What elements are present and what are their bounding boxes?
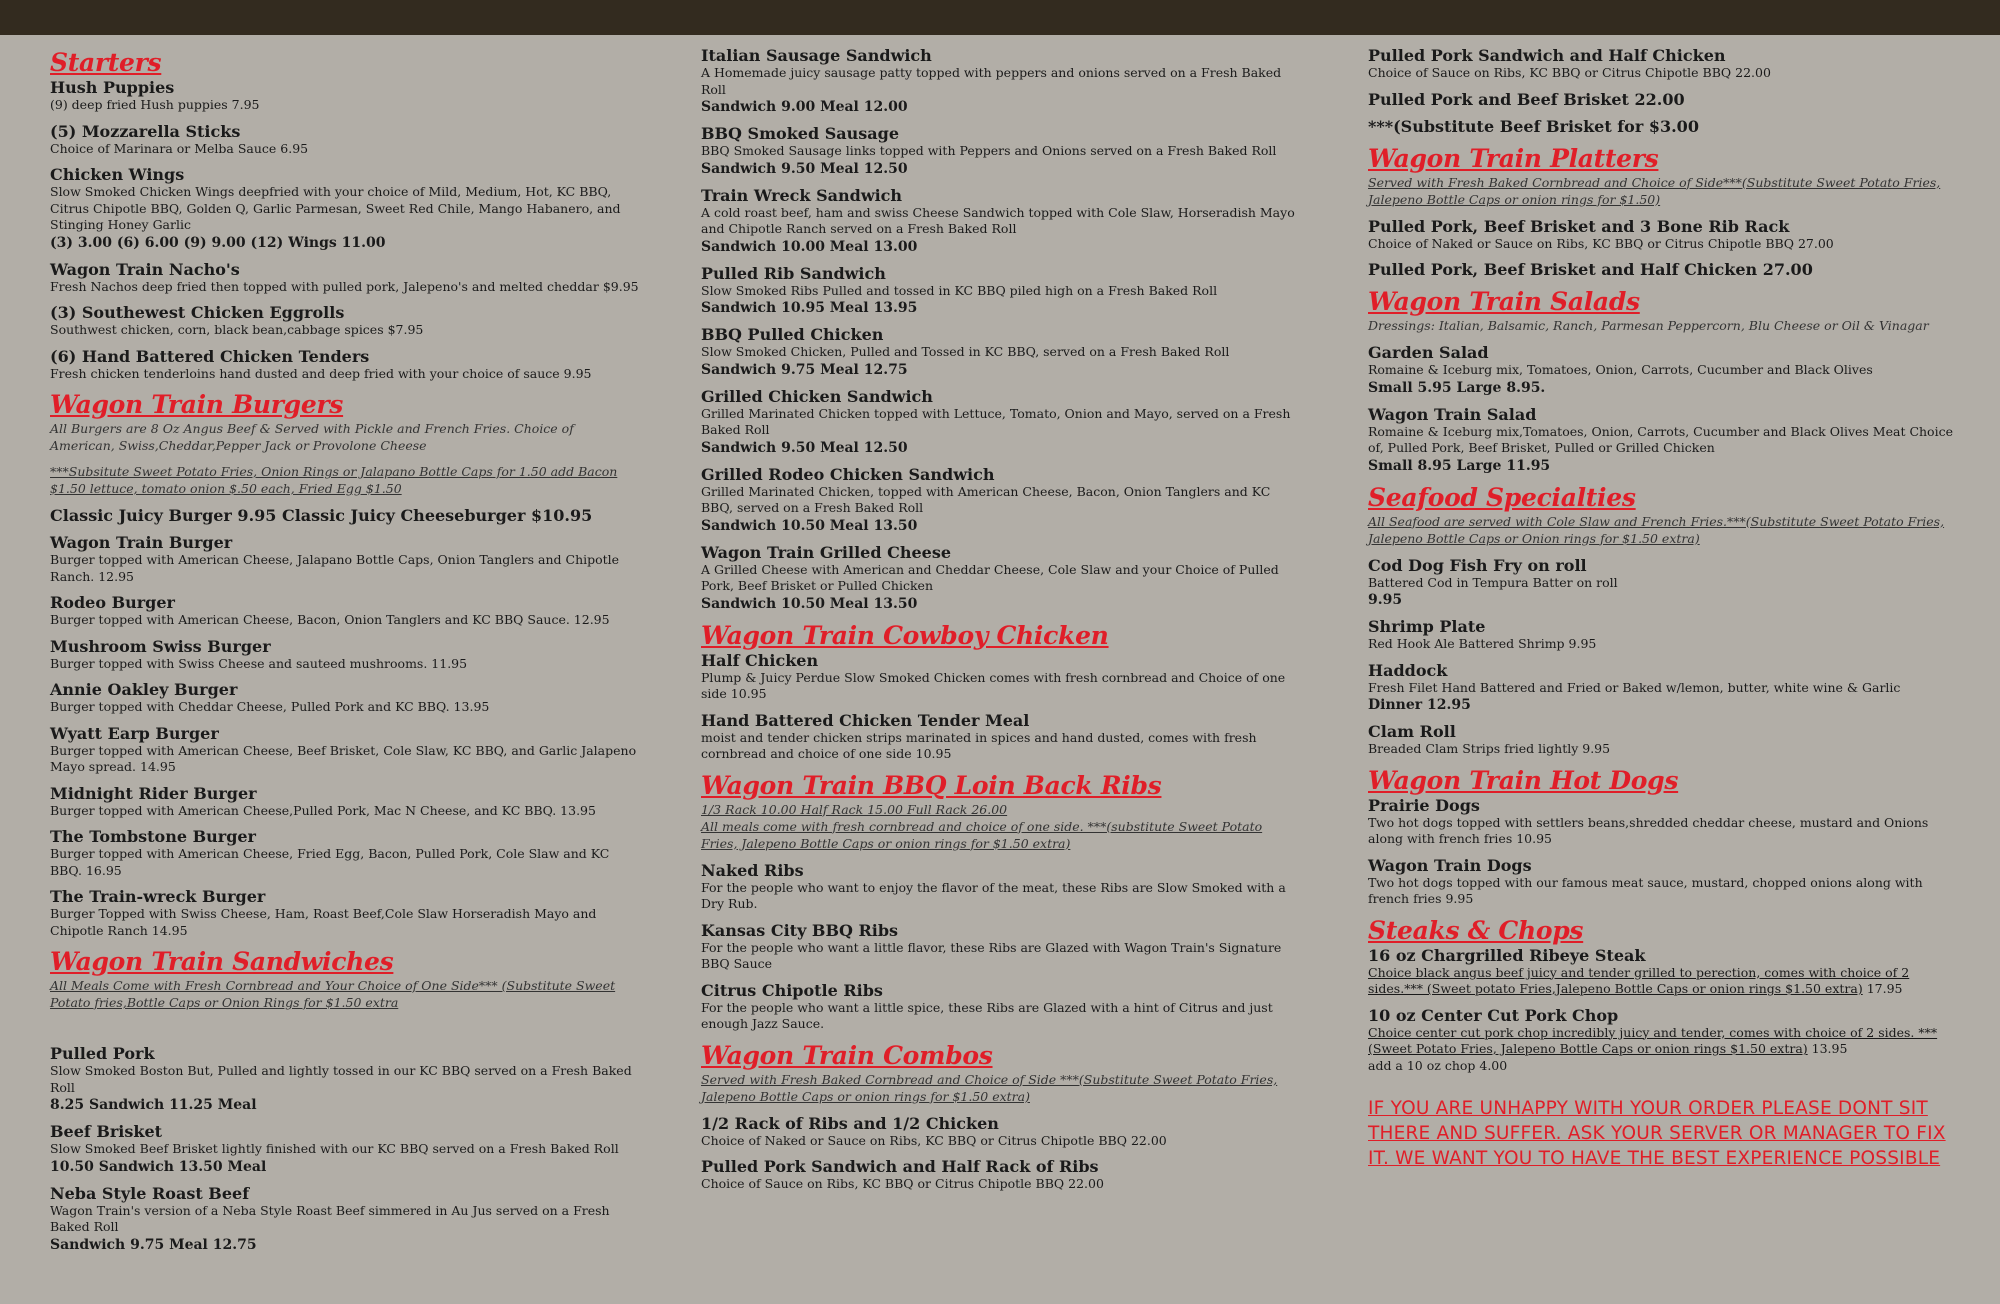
menu-item xyxy=(701,651,1301,703)
item-description: Choice of Marinara or Melba Sauce 6.95 xyxy=(50,140,309,156)
menu-item xyxy=(701,465,1301,535)
item-price: Sandwich 10.50 Meal 13.50 xyxy=(701,517,918,534)
item-description: Burger topped with American Cheese, Jalapano Bottle Caps, Onion Tanglers and Chipotle Ranch. 12.95 xyxy=(50,552,620,584)
item-description: For the people who want to enjoy the flavor of the meat, these Ribs are Slow Smoked with a Dry Rub. xyxy=(701,879,1286,911)
item-description: Burger Topped with Swiss Cheese, Ham, Roast Beef,Cole Slaw Horseradish Mayo and Chipotle Ranch 14.95 xyxy=(50,906,597,938)
section-note: All Burgers are 8 Oz Angus Beef & Served with Pickle and French Fries. Choice of American, Swiss,Cheddar,Pepper Jack or Provolone Cheese xyxy=(50,421,574,453)
item-name: Pulled Pork xyxy=(50,1044,155,1063)
item-name: Shrimp Plate xyxy=(1368,617,1486,636)
item-price: Sandwich 9.75 Meal 12.75 xyxy=(50,1236,257,1253)
menu-column-right-body xyxy=(1368,46,1963,1074)
menu-item xyxy=(50,784,640,820)
item-description: Breaded Clam Strips fried lightly 9.95 xyxy=(1368,741,1611,756)
item-name: (3) Southewest Chicken Eggrolls xyxy=(50,303,345,322)
menu-item xyxy=(50,680,640,716)
menu-item xyxy=(50,593,640,629)
item-name: 1/2 Rack of Ribs and 1/2 Chicken xyxy=(701,1113,999,1133)
menu-section xyxy=(1368,287,1963,475)
item-description: Choice of Naked or Sauce on Ribs, KC BBQ or Citrus Chipotle BBQ 22.00 xyxy=(701,1132,1167,1148)
menu-section xyxy=(701,621,1301,763)
item-description: Wagon Train's version of a Neba Style Roast Beef simmered in Au Jus served on a Fresh Baked Roll xyxy=(50,1202,610,1234)
item-description: Two hot dogs topped with settlers beans,shredded cheddar cheese, mustard and Onions along with french fries 10.95 xyxy=(1368,814,1929,846)
item-price: Sandwich 10.00 Meal 13.00 xyxy=(701,238,918,255)
item-name: Haddock xyxy=(1368,660,1448,680)
item-price: Sandwich 10.50 Meal 13.50 xyxy=(701,595,918,612)
item-name: Citrus Chipotle Ribs xyxy=(701,980,883,1000)
menu-item xyxy=(1368,661,1963,715)
menu-item xyxy=(50,724,640,776)
menu-item xyxy=(50,637,640,673)
item-name: 10 oz Center Cut Pork Chop xyxy=(1368,1005,1619,1025)
menu-item xyxy=(50,347,640,383)
menu-item xyxy=(1368,946,1963,998)
menu-item xyxy=(701,124,1301,178)
section-note: Dressings: Italian, Balsamic, Ranch, Parmesan Peppercorn, Blu Cheese or Oil & Vinagar xyxy=(1368,318,1929,333)
item-name: Wyatt Earp Burger xyxy=(50,723,219,743)
item-name: Train Wreck Sandwich xyxy=(701,185,903,205)
menu-item xyxy=(701,387,1301,457)
item-name: Wagon Train Burger xyxy=(50,533,233,552)
menu-item xyxy=(1368,90,1963,109)
section-note: ***Subsitute Sweet Potato Fries, Onion Rings or Jalapano Bottle Caps for 1.50 add Bacon $1.50 lettuce, tomato onion $.50 each, Fried Egg $1.50 xyxy=(50,464,618,496)
menu-item xyxy=(50,78,640,114)
item-price: 8.25 Sandwich 11.25 Meal xyxy=(50,1097,257,1113)
menu-item xyxy=(701,1114,1301,1150)
item-price: Small 8.95 Large 11.95 xyxy=(1368,457,1551,474)
item-extra: add a 10 oz chop 4.00 xyxy=(1368,1057,1508,1073)
item-description: Burger topped with American Cheese, Fried Egg, Bacon, Pulled Pork, Cole Slaw and KC BBQ. 16.95 xyxy=(50,846,610,878)
item-name: Pulled Pork Sandwich and Half Chicken xyxy=(1368,46,1726,65)
item-name: Pulled Pork and Beef Brisket 22.00 xyxy=(1368,89,1685,109)
item-description: Red Hook Ale Battered Shrimp 9.95 xyxy=(1368,636,1597,651)
section-note: All Meals Come with Fresh Cornbread and Your Choice of One Side*** (Substitute Sweet Potato fries,Bottle Caps or Onion Rings for $1.50 extra xyxy=(50,978,616,1010)
item-description: A Grilled Cheese with American and Cheddar Cheese, Cole Slaw and your Choice of Pulled Pork, Beef Brisket or Pulled Chicken xyxy=(701,561,1279,593)
menu-item xyxy=(1368,796,1963,848)
item-description: Slow Smoked Ribs Pulled and tossed in KC BBQ piled high on a Fresh Baked Roll xyxy=(701,282,1218,298)
item-description: Romaine & Iceburg mix, Tomatoes, Onion, Carrots, Cucumber and Black Olives xyxy=(1368,362,1873,377)
item-description: (9) deep fried Hush puppies 7.95 xyxy=(50,97,260,112)
item-name: Wagon Train Salad xyxy=(1368,404,1537,424)
item-name: Midnight Rider Burger xyxy=(50,783,257,803)
item-name: Cod Dog Fish Fry on roll xyxy=(1368,555,1587,575)
item-name: Pulled Pork Sandwich and Half Rack of Ribs xyxy=(701,1157,1099,1176)
item-name: Classic Juicy Burger 9.95 Classic Juicy Cheeseburger $10.95 xyxy=(50,506,593,525)
item-name: Wagon Train Nacho's xyxy=(50,259,240,279)
item-price: Sandwich 9.50 Meal 12.50 xyxy=(701,160,908,177)
item-name: Pulled Pork, Beef Brisket and 3 Bone Rib Rack xyxy=(1368,216,1790,236)
menu-section xyxy=(1368,916,1963,1075)
menu-item xyxy=(701,921,1301,973)
item-description: Burger topped with Swiss Cheese and sauteed mushrooms. 11.95 xyxy=(50,655,468,671)
item-name: Naked Ribs xyxy=(701,860,804,880)
item-description: Burger topped with Cheddar Cheese, Pulled Pork and KC BBQ. 13.95 xyxy=(50,699,490,714)
item-description: Choice of Sauce on Ribs, KC BBQ or Citrus Chipotle BBQ 22.00 xyxy=(1368,65,1771,80)
item-price: Sandwich 10.95 Meal 13.95 xyxy=(701,300,918,316)
item-name: Pulled Rib Sandwich xyxy=(701,263,886,283)
item-description: A Homemade juicy sausage patty topped with peppers and onions served on a Fresh Baked Roll xyxy=(701,65,1282,97)
item-name: 16 oz Chargrilled Ribeye Steak xyxy=(1368,945,1646,965)
section-title: Wagon Train Platters xyxy=(1368,143,1659,173)
item-name: Mushroom Swiss Burger xyxy=(50,636,271,656)
item-name: ***(Substitute Beef Brisket for $3.00 xyxy=(1368,116,1699,136)
item-description: Southwest chicken, corn, black bean,cabbage spices $7.95 xyxy=(50,322,424,337)
item-description: Burger topped with American Cheese, Bacon, Onion Tanglers and KC BBQ Sauce. 12.95 xyxy=(50,612,610,627)
item-name: Pulled Pork, Beef Brisket and Half Chicken 27.00 xyxy=(1368,260,1813,279)
menu-column-middle xyxy=(701,46,1301,1201)
item-description: Fresh Filet Hand Battered and Fried or Baked w/lemon, butter, white wine & Garlic xyxy=(1368,679,1901,695)
menu-column-left xyxy=(50,46,640,1262)
section-note: Served with Fresh Baked Cornbread and Choice of Side***(Substitute Sweet Potato Fries, Jalepeno Bottle Caps or onion rings for $1.50) xyxy=(1368,174,1941,207)
menu-item xyxy=(50,122,640,158)
section-title: Wagon Train Cowboy Chicken xyxy=(701,620,1109,650)
menu-item xyxy=(50,887,640,939)
item-description: moist and tender chicken strips marinated in spices and hand dusted, comes with fresh cornbread and choice of one side 10.95 xyxy=(701,729,1257,761)
menu-item xyxy=(701,46,1301,116)
section-note: Served with Fresh Baked Cornbread and Choice of Side ***(Substitute Sweet Potato Fries, Jalepeno Bottle Caps or onion rings for $1.50 extra) xyxy=(701,1071,1278,1104)
item-description xyxy=(1368,1025,1963,1058)
section-note: All Seafood are served with Cole Slaw and French Fries.***(Substitute Sweet Potato Fries, Jalepeno Bottle Caps or Onion rings for $1.50 extra) xyxy=(1368,513,1945,546)
section-title: Seafood Specialties xyxy=(1368,482,1636,512)
item-name: Beef Brisket xyxy=(50,1122,163,1141)
menu-item xyxy=(701,1157,1301,1193)
item-name: The Train-wreck Burger xyxy=(50,887,266,906)
section-title: Wagon Train Salads xyxy=(1368,287,1640,316)
item-description: Choice of Naked or Sauce on Ribs, KC BBQ or Citrus Chipotle BBQ 27.00 xyxy=(1368,235,1834,251)
item-name: Half Chicken xyxy=(701,650,819,670)
item-description: Grilled Marinated Chicken, topped with American Cheese, Bacon, Onion Tanglers and KC BBQ, served on a Fresh Baked Roll xyxy=(701,483,1271,515)
menu-item xyxy=(50,506,640,525)
menu-item xyxy=(50,827,640,879)
item-name: Rodeo Burger xyxy=(50,593,175,612)
menu-section xyxy=(50,48,640,382)
item-description: Burger topped with American Cheese, Beef Brisket, Cole Slaw, KC BBQ, and Garlic Jalapeno Mayo spread. 14.95 xyxy=(50,742,637,774)
item-name: Neba Style Roast Beef xyxy=(50,1183,250,1203)
menu-item xyxy=(1368,46,1963,82)
section-note: 1/3 Rack 10.00 Half Rack 15.00 Full Rack 26.00 xyxy=(701,801,1008,817)
menu-item xyxy=(1368,1006,1963,1075)
item-name: Prairie Dogs xyxy=(1368,795,1480,815)
menu-column-right xyxy=(1368,46,1963,1171)
menu-item xyxy=(701,264,1301,318)
menu-item xyxy=(1368,260,1963,279)
item-name: Italian Sausage Sandwich xyxy=(701,46,932,65)
item-name: Clam Roll xyxy=(1368,722,1456,741)
menu-item xyxy=(701,981,1301,1033)
item-name: Hand Battered Chicken Tender Meal xyxy=(701,710,1030,730)
item-name: The Tombstone Burger xyxy=(50,827,256,846)
item-name: Hush Puppies xyxy=(50,78,175,97)
item-price: 13.95 xyxy=(1811,1041,1848,1056)
item-description: Burger topped with American Cheese,Pulled Pork, Mac N Cheese, and KC BBQ. 13.95 xyxy=(50,802,596,818)
menu-section xyxy=(701,1041,1301,1193)
customer-notice: IF YOU ARE UNHAPPY WITH YOUR ORDER PLEASE DONT SIT THERE AND SUFFER. ASK YOUR SERVER OR MANAGER TO FIX IT. WE WANT YOU TO HAVE THE BEST EXPERIENCE POSSIBLE xyxy=(1368,1098,1946,1169)
menu-item xyxy=(50,1184,640,1254)
section-title: Starters xyxy=(50,48,162,77)
menu-item xyxy=(50,533,640,585)
item-name: BBQ Pulled Chicken xyxy=(701,325,884,344)
item-description: Slow Smoked Beef Brisket lightly finished with our KC BBQ served on a Fresh Baked Roll xyxy=(50,1141,619,1156)
menu-section xyxy=(50,947,640,1254)
item-description xyxy=(1368,965,1963,998)
item-description: Romaine & Iceburg mix,Tomatoes, Onion, Carrots, Cucumber and Black Olives Meat Choice of, Pulled Pork, Beef Brisket, Pulled or Grilled Chicken xyxy=(1368,423,1953,455)
item-name: (5) Mozzarella Sticks xyxy=(50,121,241,141)
section-title: Wagon Train Sandwiches xyxy=(50,947,394,976)
section-title: Wagon Train BBQ Loin Back Ribs xyxy=(701,770,1162,800)
item-description: Slow Smoked Chicken Wings deepfried with your choice of Mild, Medium, Hot, KC BBQ, Citrus Chipotle BBQ, Golden Q, Garlic Parmesan, Sweet Red Chile, Mango Habanero, and Stinging Honey Garlic xyxy=(50,184,621,232)
item-description: For the people who want a little spice, these Ribs are Glazed with a hint of Citrus and just enough Jazz Sauce. xyxy=(701,999,1273,1031)
item-name: (6) Hand Battered Chicken Tenders xyxy=(50,346,370,366)
menu-item xyxy=(1368,556,1963,610)
menu-section xyxy=(1368,483,1963,758)
item-name: Kansas City BBQ Ribs xyxy=(701,920,899,940)
item-name: Wagon Train Grilled Cheese xyxy=(701,542,952,562)
menu-section xyxy=(1368,46,1963,136)
menu-item xyxy=(50,1044,640,1114)
item-price: (3) 3.00 (6) 6.00 (9) 9.00 (12) Wings 11.00 xyxy=(50,234,386,251)
menu-section xyxy=(1368,144,1963,280)
menu-item xyxy=(50,303,640,339)
item-price: Small 5.95 Large 8.95. xyxy=(1368,379,1546,396)
item-price: 17.95 xyxy=(1866,981,1903,996)
menu-item xyxy=(50,260,640,296)
item-description: Slow Smoked Boston But, Pulled and lightly tossed in our KC BBQ served on a Fresh Baked Roll xyxy=(50,1063,632,1095)
section-spacer xyxy=(50,1020,640,1044)
menu-item xyxy=(1368,343,1963,397)
item-name: BBQ Smoked Sausage xyxy=(701,124,900,143)
section-title: Wagon Train Hot Dogs xyxy=(1368,765,1679,795)
item-description: Fresh chicken tenderloins hand dusted and deep fried with your choice of sauce 9.95 xyxy=(50,365,592,381)
item-description: Battered Cod in Tempura Batter on roll xyxy=(1368,574,1618,590)
item-price: 10.50 Sandwich 13.50 Meal xyxy=(50,1158,267,1175)
menu-section xyxy=(50,390,640,939)
item-name: Annie Oakley Burger xyxy=(50,680,238,699)
item-description: Plump & Juicy Perdue Slow Smoked Chicken comes with fresh cornbread and Choice of one side 10.95 xyxy=(701,669,1286,701)
menu-section xyxy=(1368,766,1963,908)
menu-item xyxy=(1368,722,1963,758)
item-name: Chicken Wings xyxy=(50,165,185,184)
item-description: A cold roast beef, ham and swiss Cheese Sandwich topped with Cole Slaw, Horseradish Mayo and Chipotle Ranch served on a Fresh Baked Roll xyxy=(701,204,1295,236)
item-price: 9.95 xyxy=(1368,592,1403,608)
top-bar xyxy=(0,0,2000,35)
menu-item xyxy=(1368,117,1963,136)
item-price: Sandwich 9.50 Meal 12.50 xyxy=(701,439,908,456)
menu-section xyxy=(701,771,1301,1033)
item-name: Grilled Rodeo Chicken Sandwich xyxy=(701,464,995,484)
item-name: Wagon Train Dogs xyxy=(1368,855,1532,875)
section-title: Wagon Train Combos xyxy=(701,1040,993,1070)
item-description-text: Choice black angus beef juicy and tender grilled to perection, comes with choice of 2 sides.*** (Sweet potato Fries,Jalepeno Bottle Caps or onion rings $1.50 extra) xyxy=(1368,964,1910,996)
item-name: Grilled Chicken Sandwich xyxy=(701,386,933,406)
menu-item xyxy=(701,711,1301,763)
item-description: Fresh Nachos deep fried then topped with pulled pork, Jalepeno's and melted cheddar $9.95 xyxy=(50,278,639,294)
section-title: Wagon Train Burgers xyxy=(50,390,344,419)
menu-item xyxy=(50,1122,640,1176)
menu-item xyxy=(1368,405,1963,475)
item-description: Grilled Marinated Chicken topped with Lettuce, Tomato, Onion and Mayo, served on a Fresh Baked Roll xyxy=(701,405,1291,437)
item-name: Garden Salad xyxy=(1368,343,1489,362)
item-description: Slow Smoked Chicken, Pulled and Tossed in KC BBQ, served on a Fresh Baked Roll xyxy=(701,344,1230,359)
item-price: Sandwich 9.00 Meal 12.00 xyxy=(701,99,908,115)
menu-item xyxy=(1368,617,1963,653)
menu-item xyxy=(701,861,1301,913)
section-note: All meals come with fresh cornbread and choice of one side. ***(substitute Sweet Potato Fries, Jalepeno Bottle Caps or onion rings for $1.50 extra) xyxy=(701,818,1263,851)
menu-section xyxy=(701,46,1301,613)
item-description: Choice of Sauce on Ribs, KC BBQ or Citrus Chipotle BBQ 22.00 xyxy=(701,1176,1104,1191)
item-description: BBQ Smoked Sausage links topped with Peppers and Onions served on a Fresh Baked Roll xyxy=(701,143,1277,158)
menu-item xyxy=(50,165,640,252)
item-description: Two hot dogs topped with our famous meat sauce, mustard, chopped onions along with french fries 9.95 xyxy=(1368,874,1923,906)
item-price: Sandwich 9.75 Meal 12.75 xyxy=(701,361,908,378)
section-title: Steaks & Chops xyxy=(1368,915,1584,945)
menu-item xyxy=(701,186,1301,256)
menu-item xyxy=(1368,217,1963,253)
item-description: For the people who want a little flavor, these Ribs are Glazed with Wagon Train's Signature BBQ Sauce xyxy=(701,939,1282,971)
item-description-text: Choice center cut pork chop incredibly juicy and tender, comes with choice of 2 sides. ***(Sweet Potato Fries, Jalepeno Bottle Caps or onion rings $1.50 extra) xyxy=(1368,1024,1938,1056)
menu-item xyxy=(701,325,1301,379)
menu-item xyxy=(701,543,1301,613)
menu-item xyxy=(1368,856,1963,908)
item-price: Dinner 12.95 xyxy=(1368,697,1471,713)
